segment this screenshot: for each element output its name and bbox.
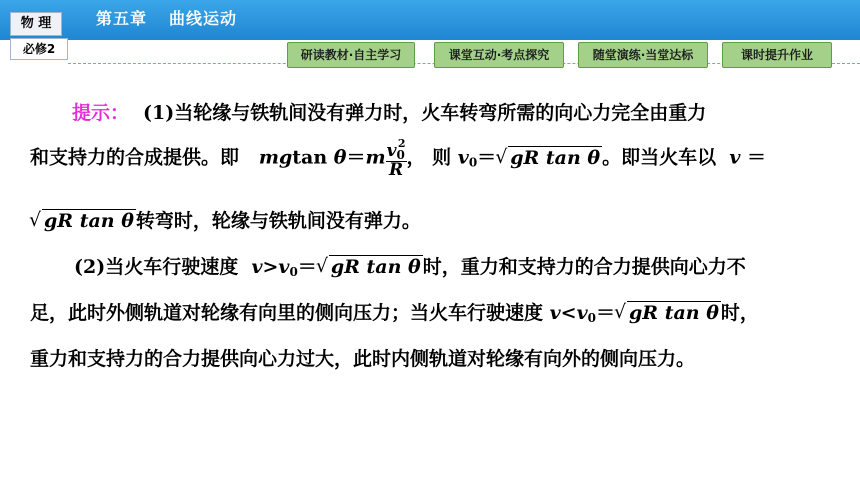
text-line-6: 重力和支持力的合力提供向心力过大，此时内侧轨道对轮缘有向外的侧向压力。 <box>30 348 696 370</box>
text-line-4b: 时，重力和支持力的合力提供向心力不 <box>422 256 746 278</box>
formula-v-lt: v<v <box>549 302 588 324</box>
fraction-numerator-v: v <box>386 141 397 161</box>
content-line-5 <box>30 298 759 325</box>
formula-v-gt: v>v <box>251 256 290 278</box>
text-line-2a: 和支持力的合成提供。即 <box>30 146 240 169</box>
formula-v-gt-sub: 0 <box>289 265 298 279</box>
formula-equals: ＝ <box>346 146 366 169</box>
fraction-denominator-r: R <box>388 160 404 180</box>
text-line-1: (1)当轮缘与铁轨间没有弹力时，火车转弯所需的向心力完全由重力 <box>143 102 707 124</box>
formula-v0-sub: 0 <box>468 155 478 170</box>
hint-label: 提示： <box>72 102 130 124</box>
content-line-4 <box>74 252 746 279</box>
fraction-numerator-sub: 0 <box>396 148 405 162</box>
text-line-5a: 足，此时外侧轨道对轮缘有向里的侧向压力；当火车行驶速度 <box>30 302 544 324</box>
formula-equals-5: ＝ <box>596 302 616 324</box>
chapter-heading <box>96 6 259 29</box>
formula-equals-2: ＝ <box>477 146 497 169</box>
text-line-5b: 时， <box>720 302 759 324</box>
nav-homework-button[interactable]: 课时提升作业 <box>722 42 832 68</box>
formula-v-lt-sub: 0 <box>587 311 596 325</box>
nav-study-materials-button[interactable]: 研读教材·自主学习 <box>287 42 415 68</box>
sqrt-expression-4: √ gR tan θ <box>615 302 721 324</box>
sqrt-expression-3: √ gR tan θ <box>317 256 423 278</box>
formula-v: v <box>729 146 741 169</box>
formula-theta: θ <box>333 146 347 169</box>
formula-m: m <box>365 146 386 169</box>
fraction-numerator-sup: 2 <box>397 137 406 150</box>
course-tab: 必修2 <box>10 38 68 60</box>
formula-v0: v <box>457 146 469 169</box>
content-line-3 <box>30 206 421 233</box>
header-bar <box>0 0 860 40</box>
text-line-2c: 。即当火车以 <box>602 146 717 169</box>
formula-equals-3: ＝ <box>747 146 767 169</box>
nav-classroom-interaction-button[interactable]: 课堂互动·考点探究 <box>434 42 564 68</box>
subject-tab: 物 理 <box>10 12 62 36</box>
chapter-title: 曲线运动 <box>169 9 238 28</box>
formula-mg: mg <box>258 146 293 169</box>
content-line-2 <box>30 138 766 179</box>
content-line-1 <box>72 98 706 125</box>
content-line-6 <box>30 344 695 371</box>
formula-tan: tan <box>292 146 328 169</box>
fraction-v0sq-over-r <box>386 138 407 179</box>
nav-practice-button[interactable]: 随堂演练·当堂达标 <box>578 42 708 68</box>
sqrt-expression-1: √ gR tan θ <box>496 147 602 169</box>
text-line-4a: (2)当火车行驶速度 <box>74 256 239 278</box>
sqrt-expression-2: √ gR tan θ <box>30 210 136 232</box>
text-line-2b: ， 则 <box>406 146 452 169</box>
chapter-number: 第五章 <box>96 9 148 28</box>
text-line-3: 转弯时，轮缘与铁轨间没有弹力。 <box>135 210 421 232</box>
formula-equals-4: ＝ <box>297 256 317 278</box>
